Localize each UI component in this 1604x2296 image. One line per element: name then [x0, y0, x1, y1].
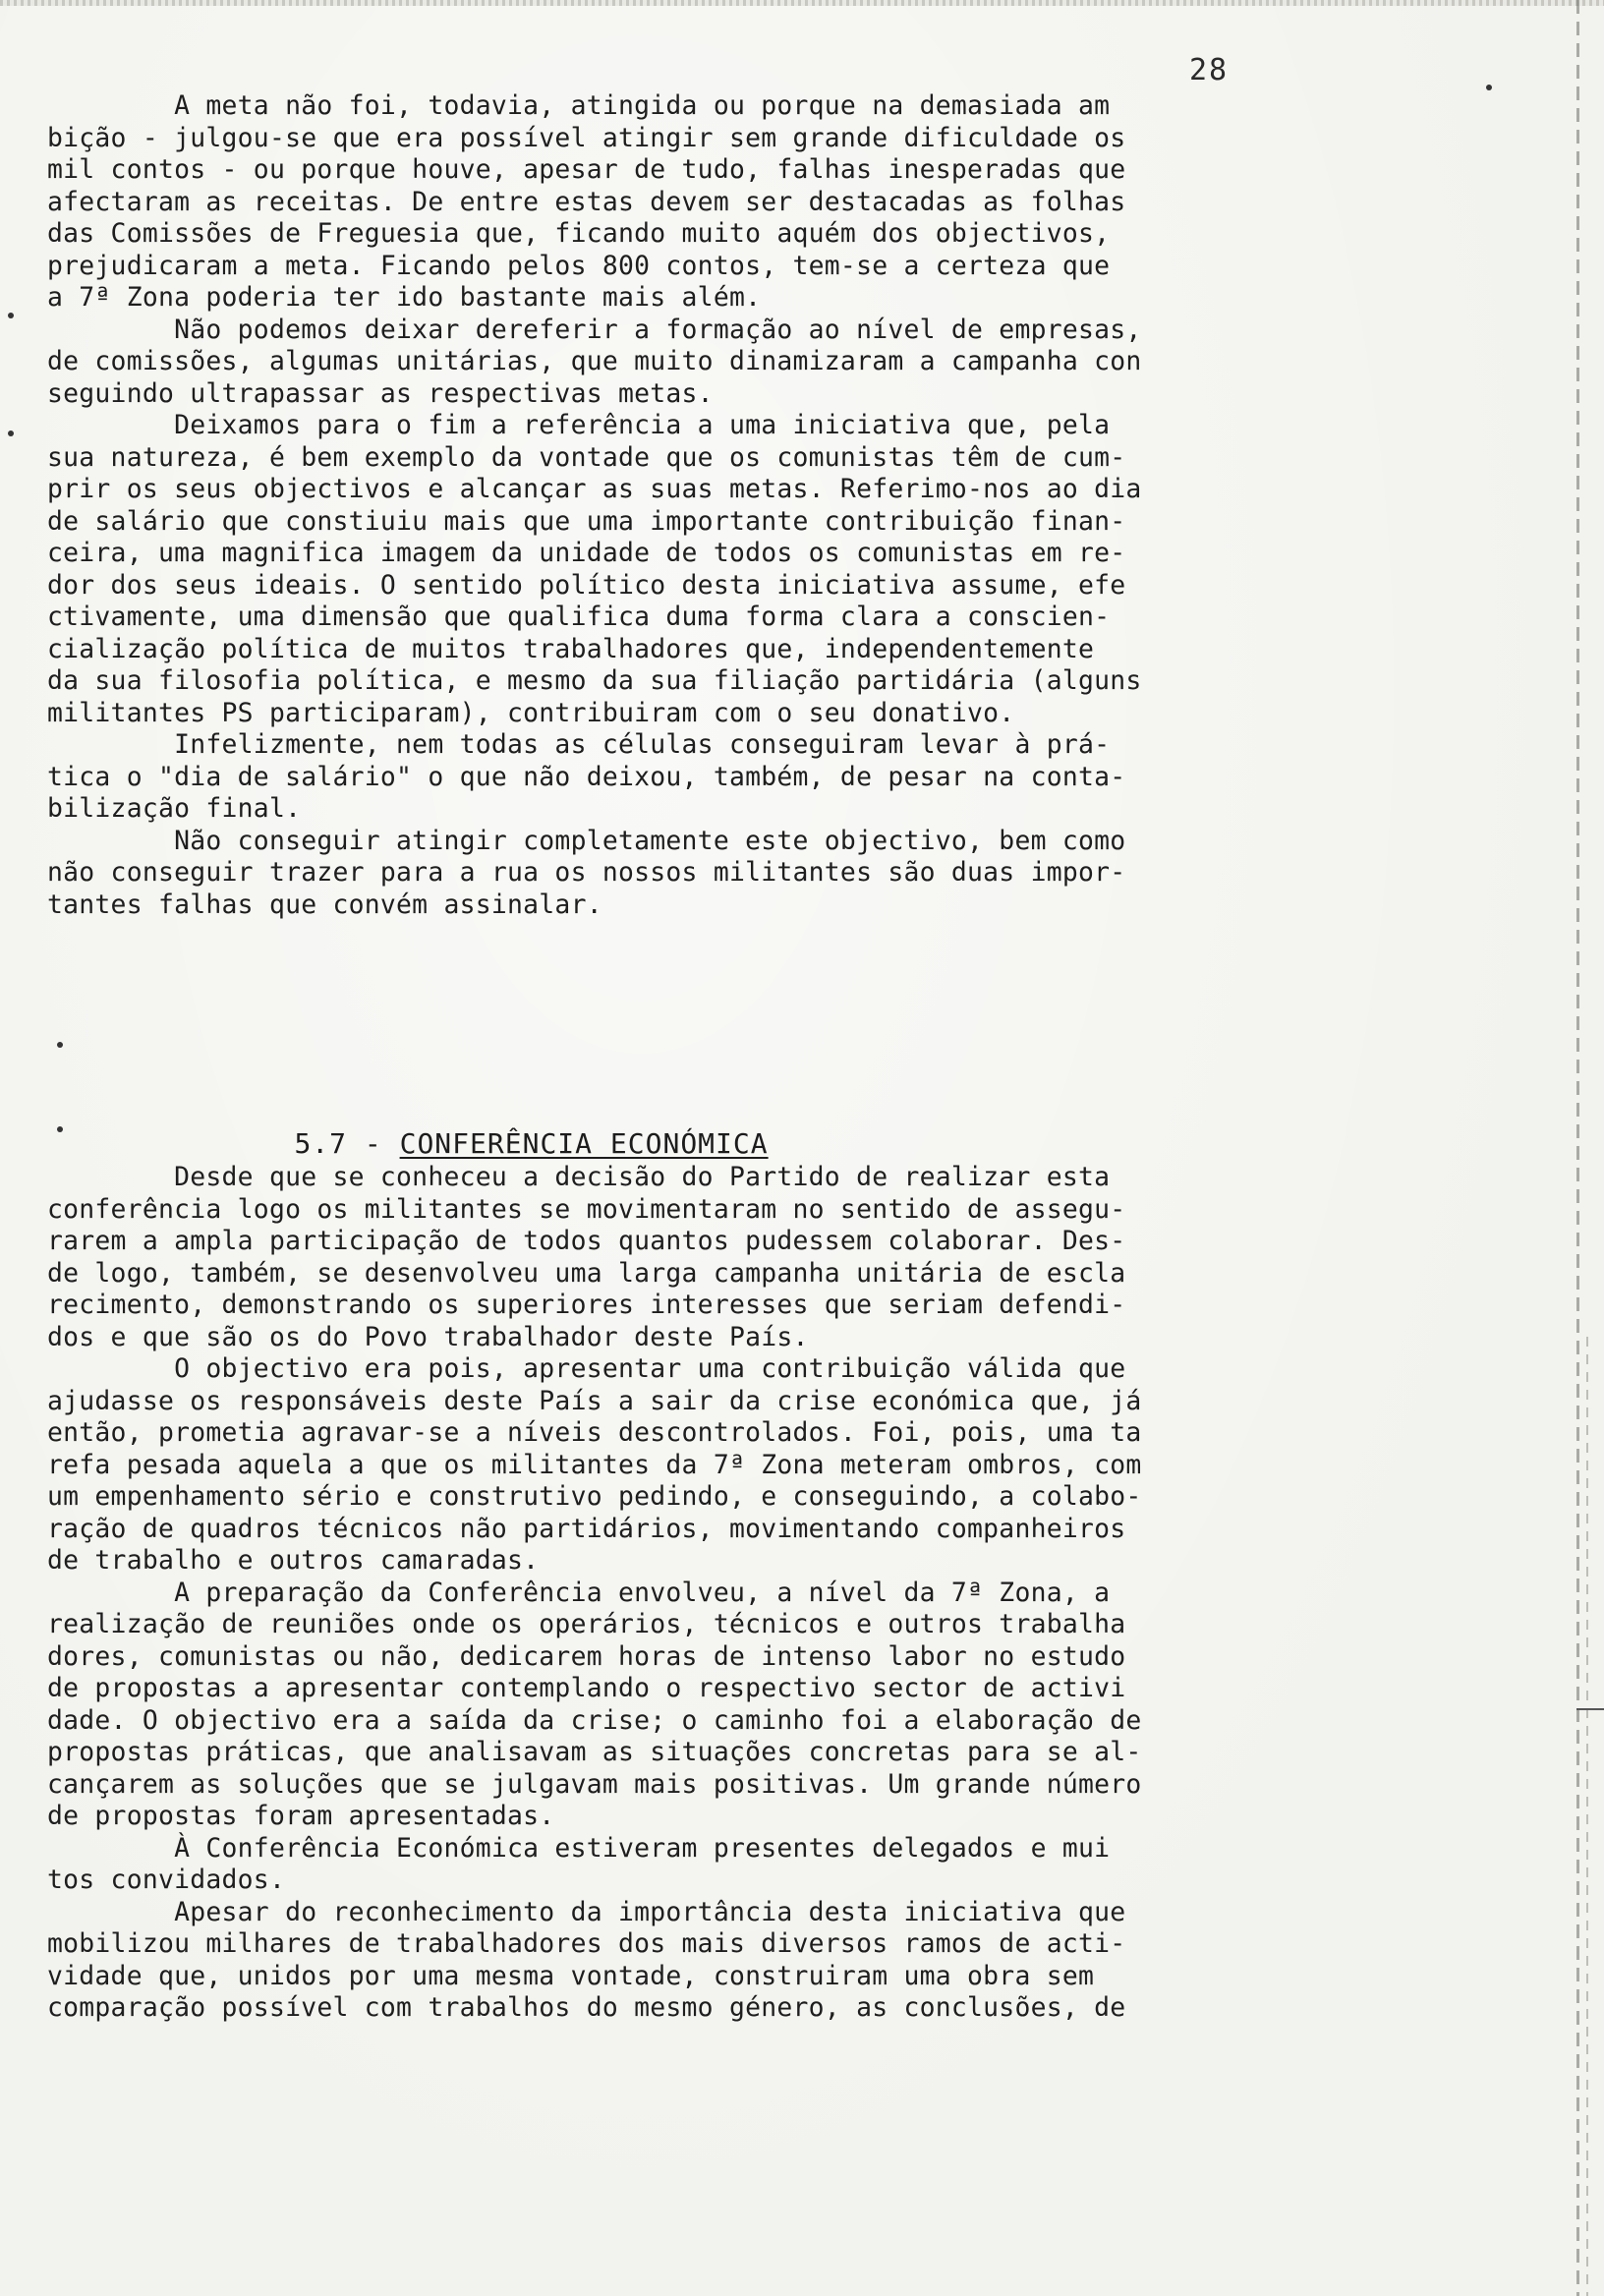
text-line: vidade que, unidos por uma mesma vontade, construiram uma obra sem	[47, 1960, 1095, 1991]
text-line: À Conferência Económica estiveram presentes delegados e mui	[47, 1832, 1111, 1864]
text-line: de salário que constiuiu mais que uma importante contribuição finan-	[47, 505, 1126, 537]
text-line: conferência logo os militantes se movimentaram no sentido de assegu-	[47, 1193, 1126, 1225]
text-line: A meta não foi, todavia, atingida ou porque na demasiada am	[47, 90, 1111, 121]
text-line: bição - julgou-se que era possível atingir sem grande dificuldade os	[47, 122, 1126, 153]
margin-dot	[57, 1042, 63, 1048]
margin-dot	[1486, 85, 1492, 90]
text-line: dade. O objectivo era a saída da crise; o caminho foi a elaboração de	[47, 1704, 1142, 1736]
text-line: bilização final.	[47, 793, 302, 824]
text-line: ceira, uma magnifica imagem da unidade de todos os comunistas em re-	[47, 538, 1126, 568]
page-right-edge	[1576, 0, 1579, 2296]
text-line: de logo, também, se desenvolveu uma larga campanha unitária de escla	[47, 1257, 1126, 1289]
margin-dot	[8, 430, 14, 436]
text-line: um empenhamento sério e construtivo pedindo, e conseguindo, a colabo-	[47, 1481, 1142, 1512]
body-text-bottom	[47, 1162, 1443, 2025]
section-number: 5.7 -	[294, 1127, 400, 1160]
text-line: afectaram as receitas. De entre estas devem ser destacadas as folhas	[47, 186, 1126, 217]
section-title: CONFERÊNCIA ECONÓMICA	[399, 1127, 769, 1160]
text-line: ajudasse os responsáveis deste País a sair da crise económica que, já	[47, 1385, 1142, 1416]
text-line: de propostas foram apresentadas.	[47, 1801, 555, 1831]
text-line: dor dos seus ideais. O sentido político desta iniciativa assume, efe	[47, 569, 1126, 601]
margin-dot	[57, 1126, 63, 1132]
text-line: propostas práticas, que analisavam as situações concretas para se al-	[47, 1737, 1142, 1767]
text-line: ctivamente, uma dimensão que qualifica duma forma clara a conscien-	[47, 602, 1111, 632]
text-line: realização de reuniões onde os operários, técnicos e outros trabalha	[47, 1609, 1126, 1639]
text-line: de propostas a apresentar contemplando o respectivo sector de activi	[47, 1673, 1126, 1703]
page-number: 28	[1189, 53, 1230, 87]
text-line: cialização política de muitos trabalhadores que, independentemente	[47, 633, 1095, 664]
text-line: a 7ª Zona poderia ter ido bastante mais além.	[47, 282, 762, 313]
text-line: prir os seus objectivos e alcançar as suas metas. Referimo-nos ao dia	[47, 474, 1142, 504]
text-line: mobilizou milhares de trabalhadores dos mais diversos ramos de acti-	[47, 1928, 1126, 1959]
text-line: refa pesada aquela a que os militantes da 7ª Zona meteram ombros, com	[47, 1449, 1142, 1480]
text-line: Desde que se conheceu a decisão do Partido de realizar esta	[47, 1162, 1111, 1192]
text-line: então, prometia agravar-se a níveis descontrolados. Foi, pois, uma ta	[47, 1417, 1142, 1448]
text-line: seguindo ultrapassar as respectivas metas.	[47, 377, 714, 409]
text-line: prejudicaram a meta. Ficando pelos 800 contos, tem-se a certeza que	[47, 250, 1111, 281]
text-line: Deixamos para o fim a referência a uma iniciativa que, pela	[47, 410, 1111, 440]
text-line: ração de quadros técnicos não partidários, movimentando companheiros	[47, 1513, 1126, 1544]
text-line: mil contos - ou porque houve, apesar de tudo, falhas inesperadas que	[47, 154, 1126, 185]
text-line: A preparação da Conferência envolveu, a nível da 7ª Zona, a	[47, 1577, 1111, 1608]
body-text-top	[47, 90, 1443, 921]
text-line: rarem a ampla participação de todos quantos pudessem colaborar. Des-	[47, 1226, 1126, 1256]
text-line: da sua filosofia política, e mesmo da sua filiação partidária (alguns	[47, 665, 1142, 696]
margin-tick-mark	[1576, 1708, 1604, 1710]
text-line: de trabalho e outros camaradas.	[47, 1545, 540, 1576]
margin-dot	[8, 313, 14, 318]
text-line: dores, comunistas ou não, dedicarem horas de intenso labor no estudo	[47, 1640, 1126, 1672]
text-line: comparação possível com trabalhos do mesmo género, as conclusões, de	[47, 1992, 1126, 2023]
text-line: recimento, demonstrando os superiores interesses que seriam defendi-	[47, 1290, 1126, 1320]
text-line: militantes PS participaram), contribuiram com o seu donativo.	[47, 697, 1015, 728]
text-line: Infelizmente, nem todas as células conseguiram levar à prá-	[47, 729, 1111, 760]
text-line: tos convidados.	[47, 1865, 286, 1895]
text-line: cançarem as soluções que se julgavam mais positivas. Um grande número	[47, 1768, 1142, 1800]
page-top-edge	[0, 0, 1604, 6]
text-line: de comissões, algumas unitárias, que muito dinamizaram a campanha con	[47, 346, 1142, 376]
text-line: Não conseguir atingir completamente este objectivo, bem como	[47, 825, 1126, 856]
text-line: não conseguir trazer para a rua os nossos militantes são duas impor-	[47, 857, 1126, 888]
text-line: O objectivo era pois, apresentar uma contribuição válida que	[47, 1353, 1126, 1384]
text-line: das Comissões de Freguesia que, ficando muito aquém dos objectivos,	[47, 218, 1111, 249]
text-line: tantes falhas que convém assinalar.	[47, 889, 602, 920]
text-line: tica o "dia de salário" o que não deixou, também, de pesar na conta-	[47, 761, 1126, 792]
text-line: dos e que são os do Povo trabalhador deste País.	[47, 1321, 809, 1352]
text-line: Não podemos deixar dereferir a formação ao nível de empresas,	[47, 314, 1142, 345]
text-line: sua natureza, é bem exemplo da vontade que os comunistas têm de cum-	[47, 441, 1126, 473]
text-line: Apesar do reconhecimento da importância desta iniciativa que	[47, 1896, 1126, 1927]
page-right-edge-inner	[1586, 1337, 1588, 2296]
